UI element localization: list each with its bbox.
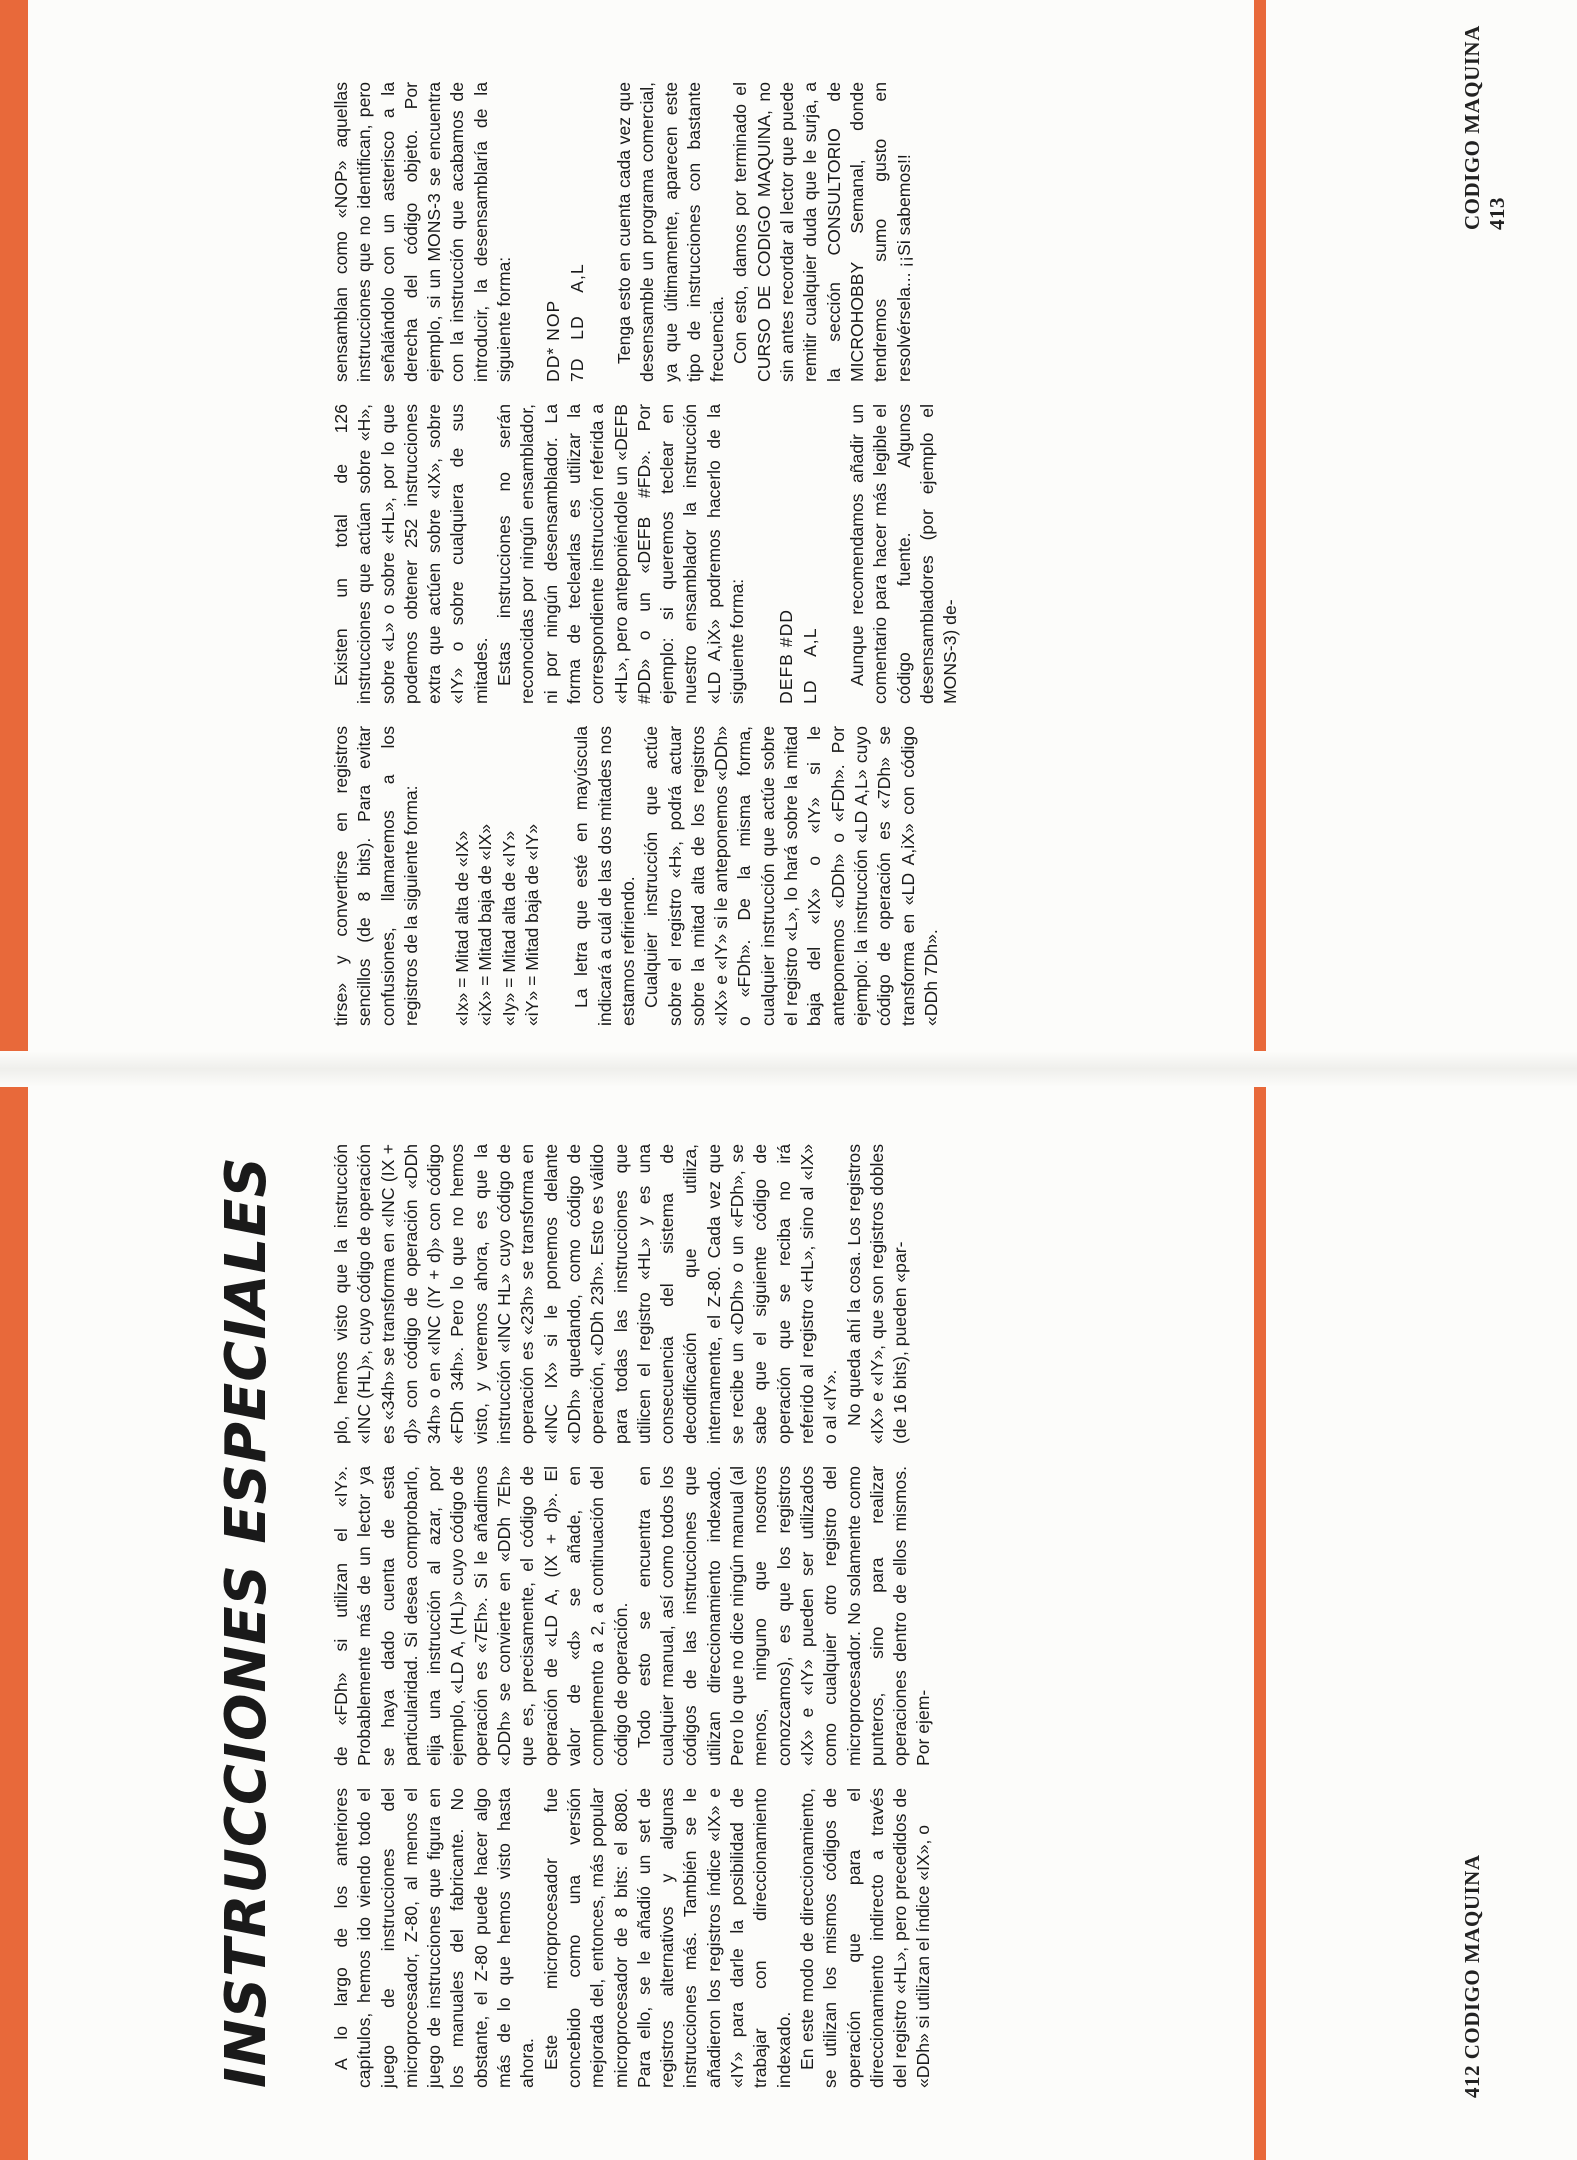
formula-line: «iY» = Mitad baja de «IY» [522, 824, 543, 1026]
paragraph: Este microprocesador fue concebido como una versión mejorada del, entonces, más popular microprocesador de 8 bits: el 8080. Para ello, se le añadió un set de registros alternativos y algunas instrucciones más. También se le añadieron los registros índice «IX» e «IY» para darle la posibilidad de trabajar con direccionamiento indexado. [540, 1788, 794, 2088]
left-page-folio: 412 CODIGO MAQUINA [1460, 1854, 1484, 2098]
code-listing [542, 82, 589, 382]
paragraph: Existen un total de 126 instrucciones que actúan sobre «H», sobre «L» o sobre «HL», por lo que podemos obtener 252 instrucciones extra que actúen sobre «IX», sobre «IY» o sobre cualquiera de sus mitades. [331, 404, 491, 704]
paragraph: Todo esto se encuentra en cualquier manual, así como todos los códigos de las instrucciones que utilizan direccionamiento indexado. Pero lo que no dice ningún manual (al menos, ninguno que nosotros conozcamos), es que los registros «IX» e «IY» pueden ser utilizados como cualquier otro registro del microprocesador. No solamente como punteros, sino para realizar operaciones dentro de ellos mismos. Por ejem- [633, 1466, 934, 1766]
paragraph: La letra que esté en mayúscula indicará a cuál de las dos mitades nos estamos refiriendo. [571, 726, 638, 1026]
right-column-3 [330, 82, 916, 382]
paragraph: Tenga esto en cuenta cada vez que desensamble un programa comercial, ya que últimamente, aparecen este tipo de instrucciones con bastante frecuencia. [613, 82, 728, 382]
formula-line: «iX» = Mitad baja de «IX» [475, 824, 496, 1026]
code-listing [775, 404, 822, 704]
paragraph: No queda ahí la cosa. Los registros «IX» e «IY», que son registros dobles (de 16 bits), pueden «par- [843, 1144, 911, 1444]
register-naming-list [451, 726, 544, 1026]
paragraph: Con esto, damos por terminado el CURSO DE CODIGO MAQUINA, no sin antes recordar al lector que puede remitir cualquier duda que le surja, a la sección CONSULTORIO de MICROHOBBY Semanal, donde tendremos sumo gusto en resolvérsela... ¡¡Si sabemos!! [730, 82, 914, 382]
paragraph: plo, hemos visto que la instrucción «INC (HL)», cuyo código de operación es «34h» se transforma en «INC (IX + d)» con código de operación «DDh 34h» o en «INC (IY + d)» con código «FDh 34h». Pero lo que no hemos visto, y veremos ahora, es que la instrucción «INC HL» cuyo código de operación es «23h» se transforma en «INC IX» si le ponemos delante «DDh» quedando, como código de operación, «DDh 23h». Esto es válido para todas las instrucciones que utilicen el registro «HL» y es una consecuencia del sistema de decodificación que utiliza, internamente, el Z-80. Cada vez que se recibe un «DDh» o un «FDh», se sabe que el siguiente código de operación que se reciba no irá referido al registro «HL», sino al «IX» o al «IY». [331, 1144, 841, 1444]
right-page-folio: CODIGO MAQUINA 413 [1460, 26, 1509, 230]
paragraph: A lo largo de los anteriores capítulos, hemos ido viendo todo el juego de instrucciones del microprocesador, Z-80, al menos el juego de instrucciones que figura en los manuales del fabricante. No obstante, el Z-80 puede hacer algo más de lo que hemos visto hasta ahora. [331, 1788, 538, 2088]
paragraph: sensamblan como «NOP» aquellas instrucciones que no identifican, pero señalándolo con un asterisco a la derecha del código objeto. Por ejemplo, si un MONS-3 se encuentra con la instrucción que acabamos de introducir, la desensamblaría de la siguiente forma: [331, 82, 515, 382]
left-column-3 [330, 1144, 912, 1444]
code-line: 7D LD A,L [566, 263, 587, 382]
left-column-1 [330, 1788, 936, 2088]
paragraph: Estas instrucciones no serán reconocidas por ningún ensamblador, ni por ningún desensamblador. La forma de teclearlas es utilizar la correspondiente instrucción referida a «HL», pero anteponiéndole un «DEFB #DD» o un «DEFB #FD». Por ejemplo: si queremos teclear en nuestro ensamblador la instrucción «LD A,iX» podremos hacerlo de la siguiente forma: [494, 404, 748, 704]
code-line: DD* NOP [543, 299, 564, 382]
right-column-1 [330, 726, 943, 1026]
code-line: LD A,L [799, 627, 820, 704]
page-gutter [0, 1051, 1577, 1087]
formula-line: «Iy» = Mitad alta de «IY» [498, 830, 519, 1026]
right-column-2 [330, 404, 962, 704]
formula-line: «Ix» = Mitad alta de «IX» [452, 830, 473, 1026]
code-line: DEFB #DD [776, 608, 797, 704]
paragraph: tirse» y convertirse en registros sencillos (de 8 bits). Para evitar confusiones, llamaremos a los registros de la siguiente forma: [331, 726, 421, 1026]
article-title: INSTRUCCIONES ESPECIALES [214, 1156, 279, 2088]
paragraph: Aunque recomendamos añadir un comentario para hacer más legible el código fuente. Algunos desensambladores (por ejemplo el MONS-3) de- [846, 404, 961, 704]
left-column-2 [330, 1466, 936, 1766]
paragraph: Cualquier instrucción que actúe sobre el registro «H», podrá actuar sobre la mitad alta de los registros «IX» e «IY» si le anteponemos «DDh» o «FDh». De la misma forma, cualquier instrucción que actúe sobre el registro «L», lo hará sobre la mitad baja del «IX» o «IY» si le anteponemos «DDh» o «FDh». Por ejemplo: la instrucción «LD A,L» cuyo código de operación es «7Dh» se transforma en «LD A,iX» con código «DDh 7Dh». [641, 726, 941, 1026]
paragraph: En este modo de direccionamiento, se utilizan los mismos códigos de operación que para el direccionamiento indirecto a través del registro «HL», pero precedidos de «DDh» si utilizan el índice «IX», o [796, 1788, 934, 2088]
paragraph: de «FDh» si utilizan el «IY». Probablemente más de un lector ya se haya dado cuenta de esta particularidad. Si desea comprobarlo, elija una instrucción al azar, por ejemplo, «LD A, (HL)» cuyo código de operación es «7Eh». Si le añadimos «DDh» se convierte en «DDh 7Eh» que es, precisamente, el código de operación de «LD A, (IX + d)». El valor de «d» se añade, en complemento a 2, a continuación del código de operación. [331, 1466, 631, 1766]
